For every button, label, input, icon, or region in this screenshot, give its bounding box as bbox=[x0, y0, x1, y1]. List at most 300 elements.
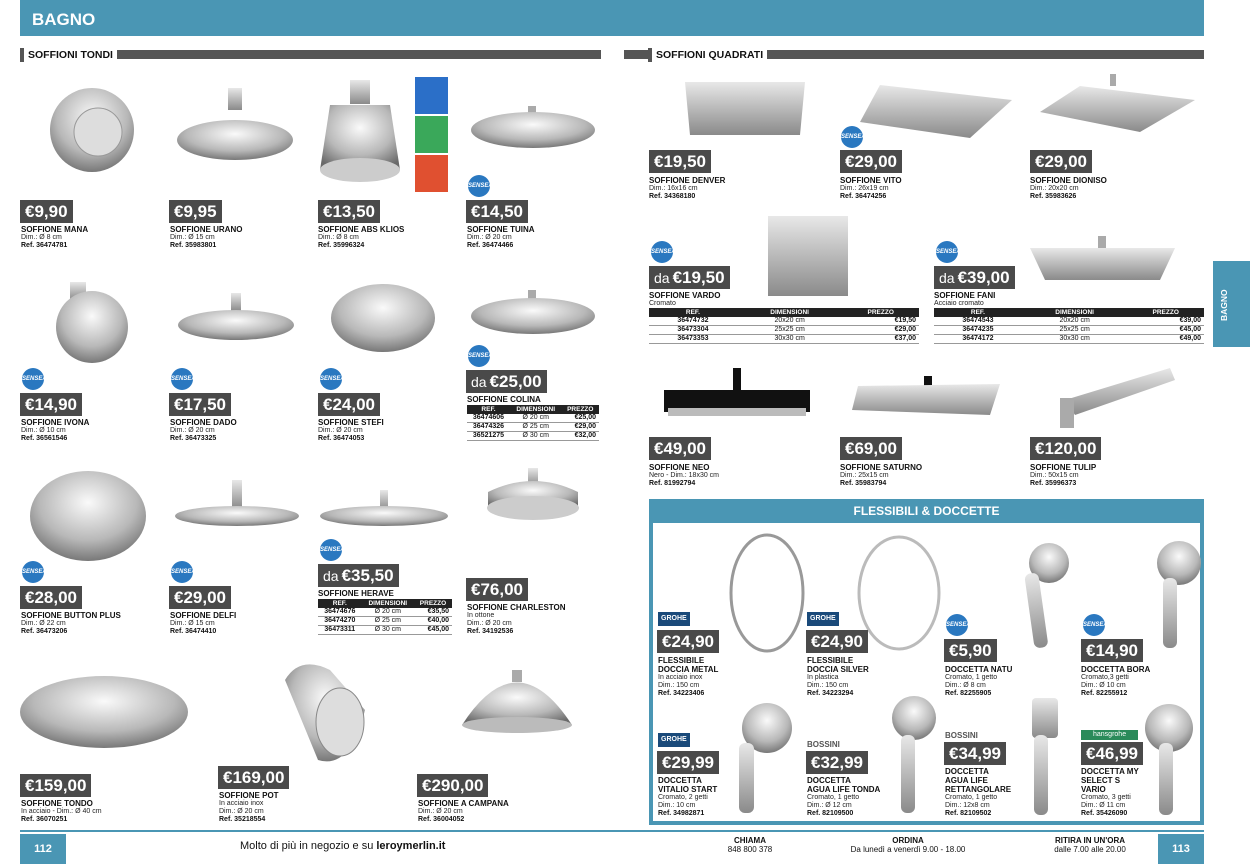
product-dimensions: Dim.: Ø 8 cm bbox=[318, 234, 359, 241]
price-tag bbox=[934, 266, 1015, 289]
product-finish: Cromato bbox=[649, 300, 676, 307]
price-tag: €159,00 bbox=[20, 774, 91, 797]
product-ref: Ref. 35996324 bbox=[318, 242, 365, 249]
dim-cell: Ø 30 cm bbox=[510, 432, 562, 441]
product-info-vito bbox=[840, 176, 902, 201]
ref-cell: 36474172 bbox=[934, 335, 1022, 344]
product-dimensions: Dim.: 10 cm bbox=[658, 802, 696, 809]
sensea-logo: SENSEA bbox=[468, 345, 490, 367]
product-name: SOFFIONE DELFI bbox=[170, 611, 237, 620]
product-dimensions: Nero - Dim.: 18x30 cm bbox=[649, 472, 720, 479]
product-name: SOFFIONE CHARLESTON bbox=[467, 603, 566, 612]
product-name: SOFFIONE A CAMPANA bbox=[418, 799, 509, 808]
ivona-image bbox=[56, 282, 128, 363]
price-tag: €169,00 bbox=[218, 766, 289, 789]
hansgrohe-logo: hansgrohe bbox=[1081, 730, 1138, 740]
col-header: PREZZO bbox=[414, 599, 452, 608]
product-ref: Ref. 35426090 bbox=[1081, 810, 1128, 817]
herave-image bbox=[320, 490, 448, 526]
product-name: SOFFIONE FANI bbox=[934, 291, 996, 300]
product-info-silver bbox=[807, 656, 869, 698]
product-dimensions: Dim.: Ø 15 cm bbox=[170, 234, 215, 241]
pickup-title: RITIRA IN UN'ORA bbox=[1054, 836, 1126, 845]
pot-image bbox=[285, 664, 365, 761]
product-name: VARIO bbox=[1081, 785, 1106, 794]
col-header: REF. bbox=[934, 308, 1022, 317]
tuina-image bbox=[471, 106, 595, 148]
product-info-dioniso bbox=[1030, 176, 1107, 201]
table-row bbox=[467, 432, 599, 441]
grohe-logo: GROHE bbox=[658, 733, 690, 747]
product-name: DOCCETTA NATU bbox=[945, 665, 1013, 674]
product-info-fani bbox=[934, 291, 1204, 344]
product-material: In ottone bbox=[467, 612, 495, 619]
product-name: FLESSIBILE bbox=[658, 656, 705, 665]
tagline-text: Molto di più in negozio e su bbox=[240, 840, 377, 852]
product-name: VITALIO START bbox=[658, 785, 718, 794]
product-material: In acciaio inox bbox=[658, 674, 703, 681]
product-name: SOFFIONE TONDO bbox=[21, 799, 93, 808]
product-info-dado bbox=[170, 418, 237, 443]
hose-silver-image bbox=[859, 537, 939, 649]
table-row bbox=[649, 326, 919, 335]
sensea-logo: SENSEA bbox=[468, 175, 490, 197]
product-dimensions: Dim.: 150 cm bbox=[807, 682, 849, 689]
fani-image bbox=[1030, 236, 1175, 280]
product-dimensions: Dim.: Ø 20 cm bbox=[219, 808, 264, 815]
price-tag: €290,00 bbox=[417, 774, 488, 797]
product-info-natu bbox=[945, 665, 1012, 698]
price-tag: €69,00 bbox=[840, 437, 902, 460]
product-name: DOCCIA SILVER bbox=[807, 665, 869, 674]
section-title: BAGNO bbox=[32, 10, 96, 29]
product-dimensions: Dim.: Ø 20 cm bbox=[318, 427, 363, 434]
denver-image bbox=[685, 82, 805, 135]
product-info-charleston bbox=[467, 603, 566, 636]
price-value: €25,00 bbox=[489, 372, 542, 391]
product-ref: Ref. 36473325 bbox=[170, 435, 217, 442]
sensea-logo: SENSEA bbox=[320, 368, 342, 390]
product-name: SOFFIONE TUINA bbox=[467, 225, 535, 234]
price-tag: €29,00 bbox=[169, 586, 231, 609]
price-cell: €45,00 bbox=[414, 626, 452, 635]
product-dimensions: Dim.: 20x20 cm bbox=[1030, 185, 1079, 192]
price-cell: €19,50 bbox=[842, 317, 919, 326]
footer-tagline bbox=[240, 842, 445, 851]
product-dimensions: Dim.: Ø 20 cm bbox=[170, 427, 215, 434]
product-ref: Ref. 35983626 bbox=[1030, 193, 1077, 200]
product-info-vitalio bbox=[658, 776, 717, 818]
product-name: DOCCETTA BORA bbox=[1081, 665, 1151, 674]
price-tag bbox=[649, 266, 730, 289]
ref-cell: 36474732 bbox=[649, 317, 737, 326]
select-image bbox=[1145, 704, 1193, 815]
table-row bbox=[318, 626, 452, 635]
product-info-urano bbox=[170, 225, 242, 250]
ref-cell: 36474270 bbox=[318, 617, 362, 626]
price-cell: €29,00 bbox=[842, 326, 919, 335]
product-name: DOCCETTA MY bbox=[1081, 767, 1139, 776]
product-info-denver bbox=[649, 176, 725, 201]
sensea-logo: SENSEA bbox=[841, 126, 863, 148]
sensea-logo: SENSEA bbox=[1083, 614, 1105, 636]
product-name: SOFFIONE ABS KLIOS bbox=[318, 225, 405, 234]
sensea-logo: SENSEA bbox=[320, 539, 342, 561]
product-name: SOFFIONE SATURNO bbox=[840, 463, 923, 472]
vitalio-image bbox=[739, 703, 792, 813]
table-row bbox=[467, 414, 599, 423]
product-info-campana bbox=[418, 799, 509, 824]
dim-cell: Ø 30 cm bbox=[362, 626, 414, 635]
product-name: SOFFIONE STEFI bbox=[318, 418, 384, 427]
price-tag: €76,00 bbox=[466, 578, 528, 601]
product-dimensions: Dim.: 16x16 cm bbox=[649, 185, 698, 192]
footer-bar bbox=[20, 830, 1204, 862]
price-tag: €24,90 bbox=[806, 630, 868, 653]
col-header: DIMENSIONI bbox=[362, 599, 414, 608]
product-info-neo bbox=[649, 463, 719, 488]
price-tag: €32,99 bbox=[806, 751, 868, 774]
price-cell: €32,00 bbox=[562, 432, 599, 441]
price-tag: €24,00 bbox=[318, 393, 380, 416]
price-tag: €14,50 bbox=[466, 200, 528, 223]
product-info-herave bbox=[318, 589, 452, 635]
footer-pickup bbox=[1030, 836, 1150, 854]
product-name: SOFFIONE HERAVE bbox=[318, 589, 394, 598]
dim-cell: Ø 25 cm bbox=[362, 617, 414, 626]
product-ref: Ref. 36561546 bbox=[21, 435, 68, 442]
price-cell: €45,00 bbox=[1127, 326, 1204, 335]
price-cell: €25,00 bbox=[562, 414, 599, 423]
product-name: SOFFIONE IVONA bbox=[21, 418, 90, 427]
product-info-metal bbox=[658, 656, 718, 698]
footer-order bbox=[838, 836, 978, 854]
bossini-logo: BOSSINI bbox=[807, 740, 840, 749]
product-name: AGUA LIFE TONDA bbox=[807, 785, 881, 794]
product-ref: Ref. 36473206 bbox=[21, 628, 68, 635]
product-info-agua-rett bbox=[945, 767, 1011, 818]
hose-metal-image bbox=[731, 535, 803, 651]
product-name: SOFFIONE NEO bbox=[649, 463, 710, 472]
product-name: SOFFIONE MANA bbox=[21, 225, 89, 234]
product-ref: Ref. 34982871 bbox=[658, 810, 705, 817]
website-link[interactable]: leroymerlin.it bbox=[376, 840, 446, 852]
ref-cell: 36474235 bbox=[934, 326, 1022, 335]
product-info-tuina bbox=[467, 225, 535, 250]
charleston-image bbox=[487, 468, 579, 520]
ref-cell: 36473304 bbox=[649, 326, 737, 335]
ref-cell: 36473353 bbox=[649, 335, 737, 344]
product-info-bora bbox=[1081, 665, 1150, 698]
product-name: DOCCIA METAL bbox=[658, 665, 719, 674]
col-header: DIMENSIONI bbox=[737, 308, 843, 317]
product-name: AGUA LIFE bbox=[945, 776, 988, 785]
product-ref: Ref. 35996373 bbox=[1030, 480, 1077, 487]
dim-cell: 25x25 cm bbox=[737, 326, 843, 335]
price-tag bbox=[318, 564, 399, 587]
product-material: In acciaio inox bbox=[219, 800, 264, 807]
sensea-logo: SENSEA bbox=[936, 241, 958, 263]
product-ref: Ref. 36474466 bbox=[467, 242, 514, 249]
product-ref: Ref. 34223294 bbox=[807, 690, 854, 697]
stefi-image bbox=[331, 284, 435, 352]
col-header: DIMENSIONI bbox=[510, 405, 562, 414]
price-tag: €29,00 bbox=[1030, 150, 1092, 173]
col-header: REF. bbox=[318, 599, 362, 608]
product-name: SOFFIONE VARDO bbox=[649, 291, 721, 300]
product-info-pot bbox=[219, 791, 279, 824]
product-jets: Cromato, 1 getto bbox=[945, 674, 998, 681]
dim-cell: 25x25 cm bbox=[1022, 326, 1128, 335]
grohe-logo: GROHE bbox=[658, 612, 690, 626]
tondo-image bbox=[20, 676, 188, 748]
product-dimensions: Dim.: Ø 8 cm bbox=[21, 234, 62, 241]
product-dimensions: Dim.: 25x15 cm bbox=[840, 472, 889, 479]
table-row bbox=[934, 317, 1204, 326]
sensea-logo: SENSEA bbox=[171, 368, 193, 390]
product-dimensions: Dim.: Ø 20 cm bbox=[467, 234, 512, 241]
product-ref: Ref. 35983794 bbox=[840, 480, 887, 487]
product-ref: Ref. 36070251 bbox=[21, 816, 68, 823]
price-cell: €49,00 bbox=[1127, 335, 1204, 344]
product-ref: Ref. 81992794 bbox=[649, 480, 696, 487]
price-tag: €13,50 bbox=[318, 200, 380, 223]
saturno-image bbox=[852, 376, 1000, 415]
product-jets: Cromato, 2 getti bbox=[658, 794, 708, 801]
footer bbox=[0, 830, 1250, 868]
product-dimensions: Dim.: Ø 10 cm bbox=[21, 427, 66, 434]
tulip-image bbox=[1060, 368, 1175, 428]
table-row bbox=[934, 326, 1204, 335]
product-jets: Cromato, 1 getto bbox=[807, 794, 860, 801]
product-info-delfi bbox=[170, 611, 236, 636]
table-row bbox=[649, 335, 919, 344]
product-name: SOFFIONE DADO bbox=[170, 418, 237, 427]
neo-image bbox=[664, 368, 810, 416]
price-value: €19,50 bbox=[672, 268, 725, 287]
price-value: €35,50 bbox=[341, 566, 394, 585]
product-dimensions: Dim.: Ø 10 cm bbox=[1081, 682, 1126, 689]
product-ref: Ref. 82109500 bbox=[807, 810, 854, 817]
price-tag bbox=[466, 370, 547, 393]
footer-call bbox=[700, 836, 800, 854]
product-dimensions: Dim.: Ø 11 cm bbox=[1081, 802, 1126, 809]
product-dimensions: Dim.: 12x8 cm bbox=[945, 802, 990, 809]
section-title: FLESSIBILI & DOCCETTE bbox=[853, 504, 1000, 518]
col-header: REF. bbox=[467, 405, 510, 414]
dim-cell: Ø 20 cm bbox=[362, 608, 414, 617]
product-ref: Ref. 35983801 bbox=[170, 242, 217, 249]
product-ref: Ref. 36004052 bbox=[418, 816, 465, 823]
agua-rett-image bbox=[1032, 698, 1058, 815]
price-prefix: da bbox=[939, 270, 955, 286]
product-info-tondo bbox=[21, 799, 102, 824]
product-name: SELECT S bbox=[1081, 776, 1121, 785]
dim-cell: Ø 25 cm bbox=[510, 423, 562, 432]
product-jets: Cromato, 1 getto bbox=[945, 794, 998, 801]
section-label: SOFFIONI QUADRATI bbox=[648, 48, 767, 62]
colina-image bbox=[471, 290, 595, 334]
price-prefix: da bbox=[471, 374, 487, 390]
grohe-logo: GROHE bbox=[807, 612, 839, 626]
price-tag: €120,00 bbox=[1030, 437, 1101, 460]
product-dimensions: Dim.: Ø 12 cm bbox=[807, 802, 852, 809]
order-title: ORDINA bbox=[892, 836, 924, 845]
dado-image bbox=[178, 293, 294, 340]
page-number-right: 113 bbox=[1158, 834, 1204, 864]
product-ref: Ref. 36474053 bbox=[318, 435, 365, 442]
price-cell: €37,00 bbox=[842, 335, 919, 344]
sensea-logo: SENSEA bbox=[22, 368, 44, 390]
product-ref: Ref. 34368180 bbox=[649, 193, 696, 200]
product-name: SOFFIONE TULIP bbox=[1030, 463, 1097, 472]
product-dimensions: Dim.: Ø 20 cm bbox=[418, 808, 463, 815]
price-tag: €19,50 bbox=[649, 150, 711, 173]
product-dimensions: Dim.: Ø 8 cm bbox=[945, 682, 986, 689]
product-name: FLESSIBILE bbox=[807, 656, 854, 665]
price-tag: €46,99 bbox=[1081, 742, 1143, 765]
order-hours: Da lunedì a venerdì 9.00 - 18.00 bbox=[850, 845, 966, 854]
product-ref: Ref. 34192536 bbox=[467, 628, 514, 635]
bora-image bbox=[1157, 541, 1201, 648]
bossini-logo: BOSSINI bbox=[945, 731, 978, 740]
product-dimensions: Dim.: 150 cm bbox=[658, 682, 700, 689]
product-finish: Acciaio cromato bbox=[934, 300, 984, 307]
product-ref: Ref. 36474410 bbox=[170, 628, 217, 635]
price-cell: €40,00 bbox=[414, 617, 452, 626]
agua-tonda-image bbox=[892, 696, 936, 813]
side-tab-label: BAGNO bbox=[1219, 289, 1229, 321]
price-cell: €35,50 bbox=[414, 608, 452, 617]
call-title: CHIAMA bbox=[734, 836, 766, 845]
product-ref: Ref. 36474256 bbox=[840, 193, 887, 200]
price-tag: €5,90 bbox=[944, 639, 997, 662]
klios-image bbox=[320, 77, 448, 192]
price-tag: €34,99 bbox=[944, 742, 1006, 765]
product-name: SOFFIONE BUTTON PLUS bbox=[21, 611, 121, 620]
ref-cell: 36474543 bbox=[934, 317, 1022, 326]
product-ref: Ref. 82109502 bbox=[945, 810, 992, 817]
vito-image bbox=[860, 85, 1012, 138]
price-tag: €49,00 bbox=[649, 437, 711, 460]
price-cell: €39,00 bbox=[1127, 317, 1204, 326]
table-row bbox=[934, 335, 1204, 344]
product-info-saturno bbox=[840, 463, 922, 488]
product-info-agua-tonda bbox=[807, 776, 880, 818]
col-header: PREZZO bbox=[842, 308, 919, 317]
price-tag: €29,00 bbox=[840, 150, 902, 173]
variants-table bbox=[467, 405, 599, 441]
product-ref: Ref. 35218554 bbox=[219, 816, 266, 823]
price-prefix: da bbox=[323, 568, 339, 584]
call-number[interactable]: 848 800 378 bbox=[727, 845, 773, 854]
price-tag: €17,50 bbox=[169, 393, 231, 416]
dim-cell: 20x20 cm bbox=[737, 317, 843, 326]
price-value: €39,00 bbox=[957, 268, 1010, 287]
dim-cell: 20x20 cm bbox=[1022, 317, 1128, 326]
price-cell: €29,00 bbox=[562, 423, 599, 432]
product-info-mana bbox=[21, 225, 88, 250]
product-ref: Ref. 34223406 bbox=[658, 690, 705, 697]
price-prefix: da bbox=[654, 270, 670, 286]
table-row bbox=[318, 617, 452, 626]
ref-cell: 36473311 bbox=[318, 626, 362, 635]
product-material: In plastica bbox=[807, 674, 839, 681]
product-name: SOFFIONE POT bbox=[219, 791, 279, 800]
product-ref: Ref. 82255912 bbox=[1081, 690, 1128, 697]
product-info-stefi bbox=[318, 418, 384, 443]
product-info-klios bbox=[318, 225, 404, 250]
table-row bbox=[649, 317, 919, 326]
product-name: DOCCETTA bbox=[658, 776, 702, 785]
price-tag: €14,90 bbox=[1081, 639, 1143, 662]
pickup-hours: dalle 7.00 alle 20.00 bbox=[1054, 845, 1126, 854]
variants-table bbox=[318, 599, 452, 635]
col-header: REF. bbox=[649, 308, 737, 317]
mana-image bbox=[50, 88, 134, 172]
price-tag: €14,90 bbox=[20, 393, 82, 416]
product-name: SOFFIONE DENVER bbox=[649, 176, 726, 185]
price-tag: €9,95 bbox=[169, 200, 222, 223]
product-name: SOFFIONE URANO bbox=[170, 225, 243, 234]
urano-image bbox=[177, 88, 293, 160]
price-tag: €28,00 bbox=[20, 586, 82, 609]
ref-cell: 36474326 bbox=[467, 423, 510, 432]
product-dimensions: Dim.: Ø 22 cm bbox=[21, 620, 66, 627]
sensea-logo: SENSEA bbox=[651, 241, 673, 263]
product-ref: Ref. 82255905 bbox=[945, 690, 992, 697]
price-tag: €29,99 bbox=[657, 751, 719, 774]
dioniso-image bbox=[1040, 74, 1195, 132]
product-info-select bbox=[1081, 767, 1139, 818]
price-tag: €9,90 bbox=[20, 200, 73, 223]
product-name: SOFFIONE DIONISO bbox=[1030, 176, 1107, 185]
variants-table bbox=[934, 308, 1204, 344]
campana-image bbox=[462, 670, 572, 733]
product-dimensions: Dim.: 26x19 cm bbox=[840, 185, 889, 192]
sensea-logo: SENSEA bbox=[22, 561, 44, 583]
product-name: DOCCETTA bbox=[807, 776, 851, 785]
product-info-vardo bbox=[649, 291, 919, 344]
page-number-left: 112 bbox=[20, 834, 66, 864]
button-plus-image bbox=[30, 471, 146, 561]
product-info-tulip bbox=[1030, 463, 1096, 488]
dim-cell: 30x30 cm bbox=[737, 335, 843, 344]
vardo-image bbox=[768, 216, 848, 296]
sensea-logo: SENSEA bbox=[946, 614, 968, 636]
product-name: DOCCETTA bbox=[945, 767, 989, 776]
col-header: DIMENSIONI bbox=[1022, 308, 1128, 317]
delfi-image bbox=[175, 480, 299, 526]
col-header: PREZZO bbox=[1127, 308, 1204, 317]
product-dimensions: In acciaio - Dim.: Ø 40 cm bbox=[21, 808, 102, 815]
dim-cell: 30x30 cm bbox=[1022, 335, 1128, 344]
price-tag: €24,90 bbox=[657, 630, 719, 653]
ref-cell: 36474676 bbox=[318, 608, 362, 617]
product-jets: Cromato,3 getti bbox=[1081, 674, 1129, 681]
product-info-button-plus bbox=[21, 611, 121, 636]
product-dimensions: Dim.: Ø 15 cm bbox=[170, 620, 215, 627]
product-dimensions: Dim.: Ø 20 cm bbox=[467, 620, 512, 627]
sensea-logo: SENSEA bbox=[171, 561, 193, 583]
product-dimensions: Dim.: 50x15 cm bbox=[1030, 472, 1079, 479]
table-row bbox=[318, 608, 452, 617]
section-label: SOFFIONI TONDI bbox=[20, 48, 117, 62]
product-name: SOFFIONE VITO bbox=[840, 176, 902, 185]
product-ref: Ref. 36474781 bbox=[21, 242, 68, 249]
natu-image bbox=[1024, 543, 1069, 649]
dim-cell: Ø 20 cm bbox=[510, 414, 562, 423]
